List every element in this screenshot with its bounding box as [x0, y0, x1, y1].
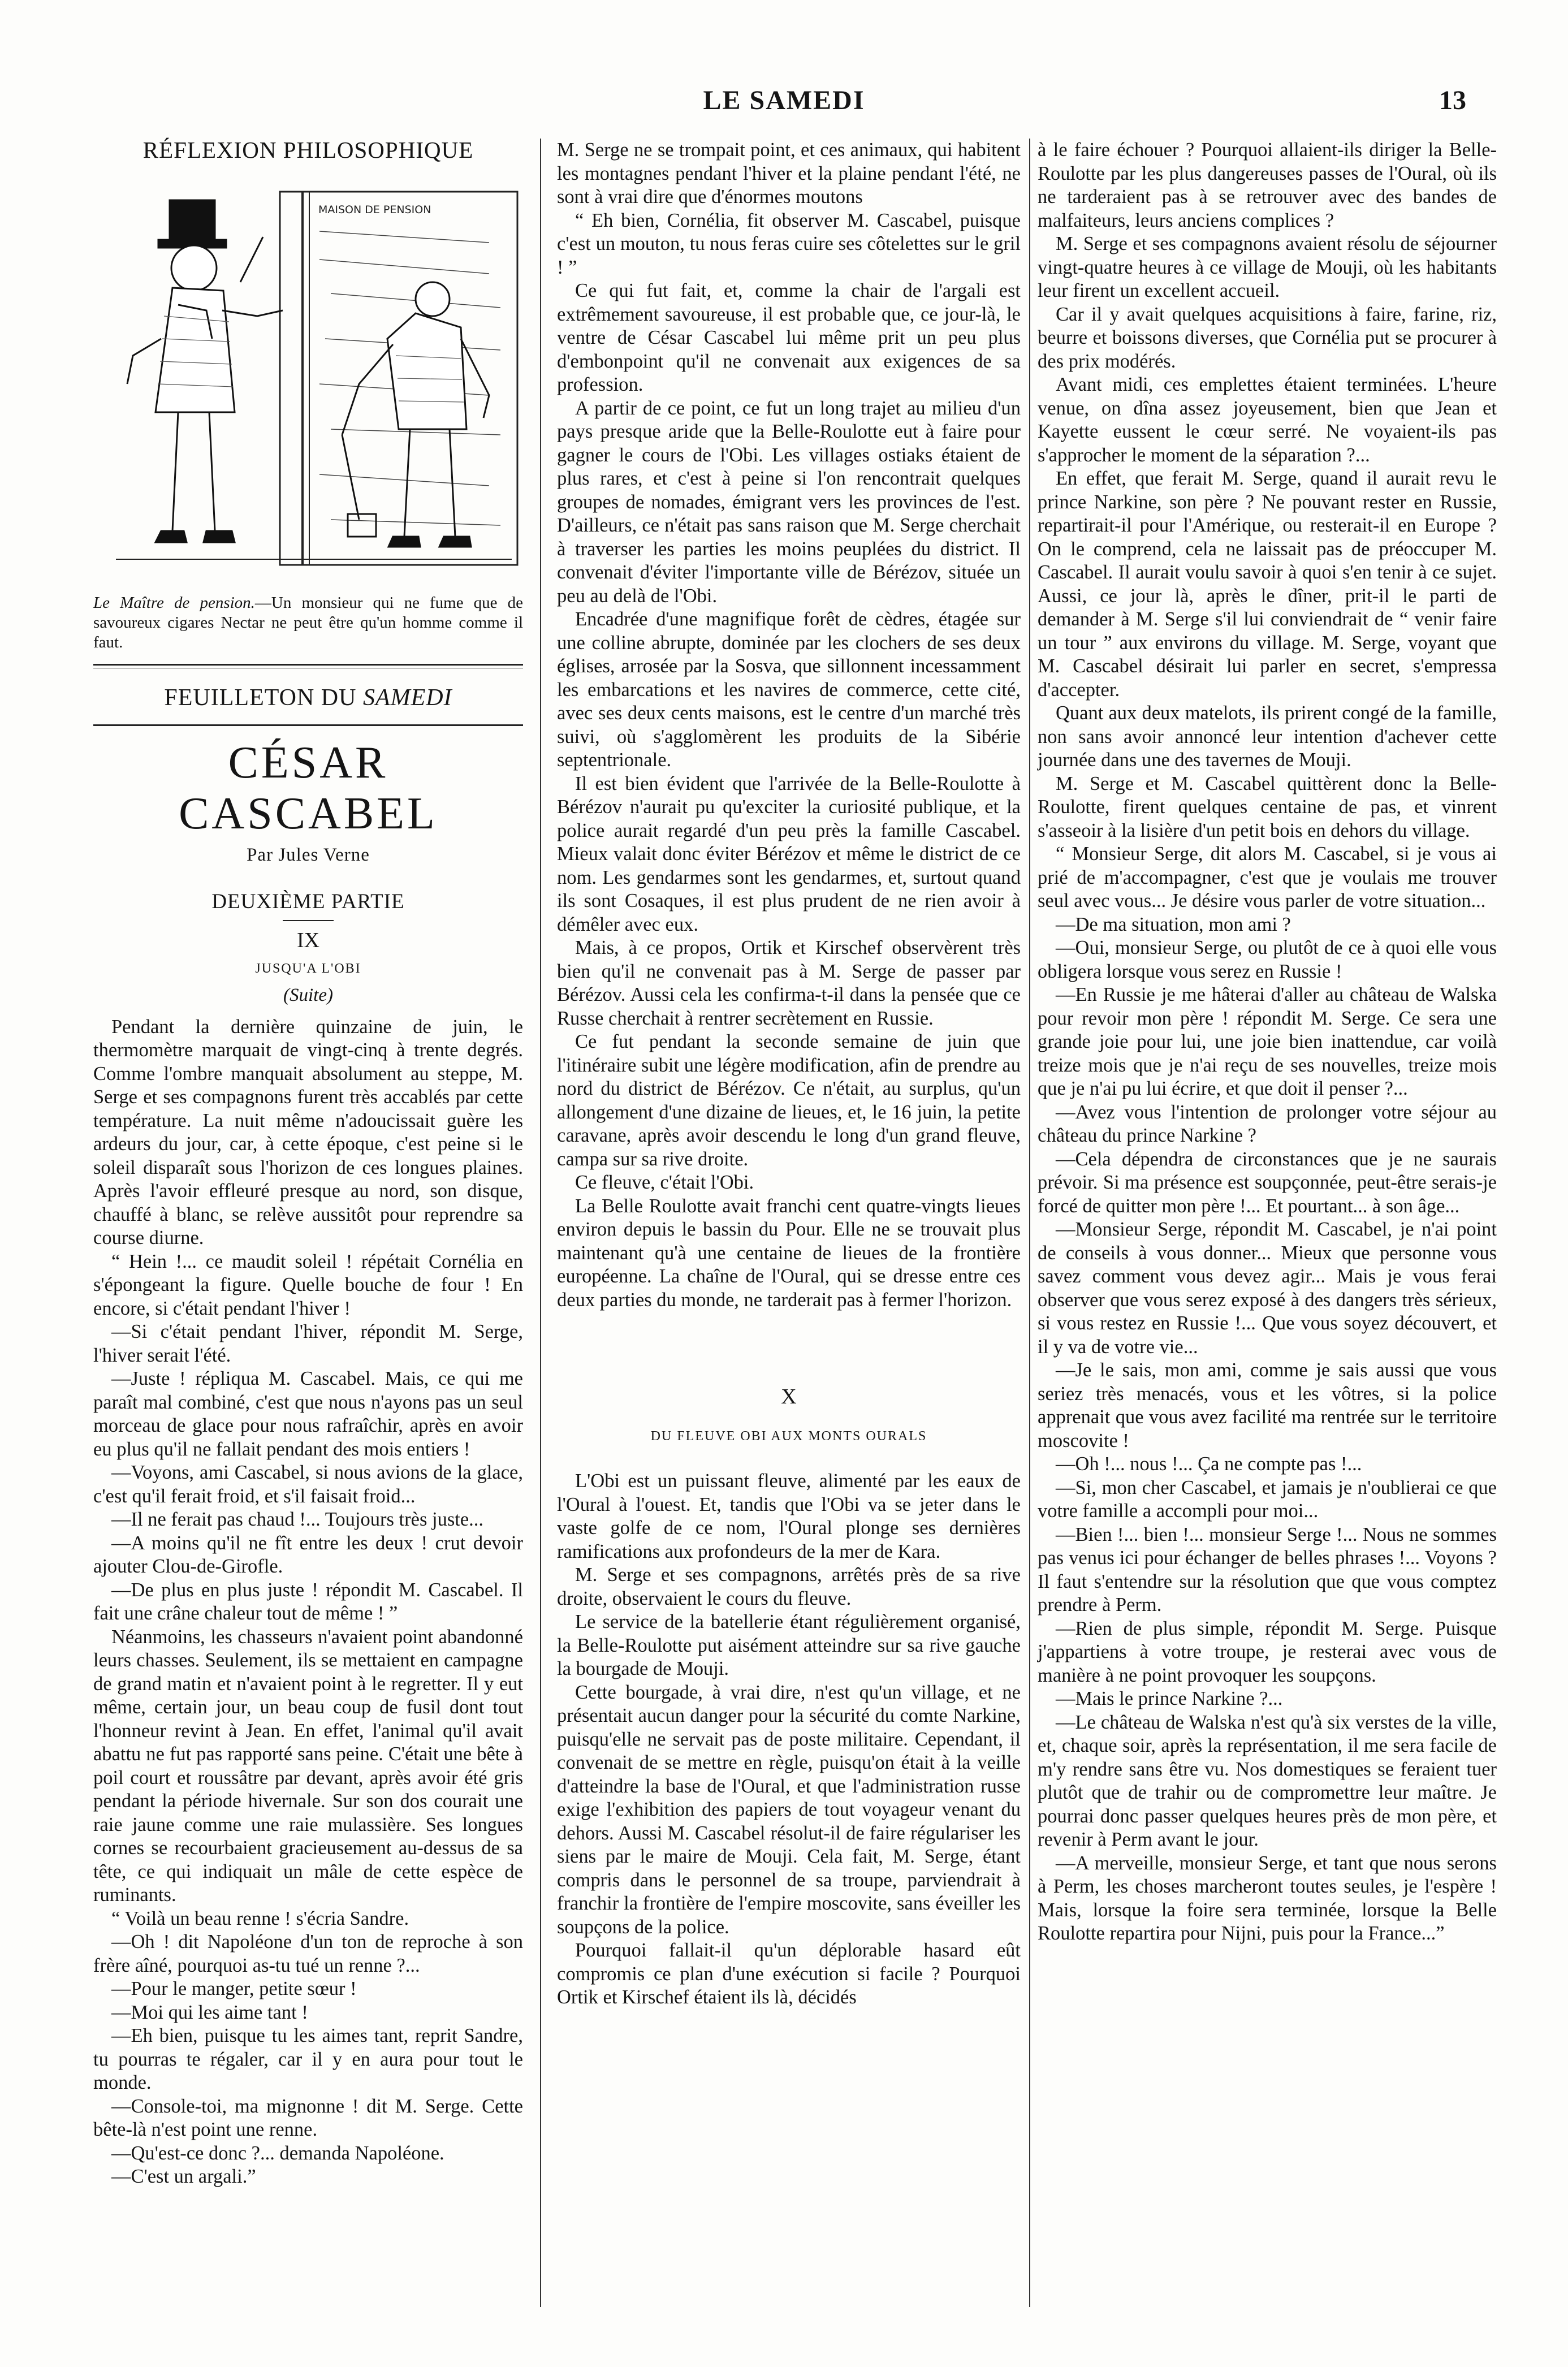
paragraph: —Rien de plus simple, répondit M. Serge. Puisque j'appartiens à votre troupe, je resterai avec vous de manière à ne point provoquer les soupçons. [1038, 1617, 1497, 1686]
paragraph: —C'est un argali.” [111, 2166, 256, 2187]
paragraph: M. Serge ne se trompait point, et ces animaux, qui habitent les montagnes pendant l'hiver et la plaine pendant l'été, ne sont à vrai dire que d'énormes moutons [557, 139, 1021, 208]
newspaper-title: LE SAMEDI [703, 85, 865, 115]
paragraph: Car il y avait quelques acquisitions à faire, farine, riz, beurre et boissons diverses, que Cornélia put se procurer à des prix modérés. [1038, 303, 1497, 372]
paragraph: —Cela dépendra de circonstances que je ne saurais prévoir. Si ma présence est soupçonnée, peut-être serais-je forcé de quitter mon père !... Et pourtant... à son âge... [1038, 1148, 1497, 1217]
column-rule [540, 139, 541, 2307]
paragraph: Quant aux deux matelots, ils prirent congé de la famille, non sans avoir annoncé leur intention d'achever cette journée dans une des tavernes de Mouji. [1038, 702, 1497, 771]
chapter-title: DU FLEUVE OBI AUX MONTS OURALS [650, 1428, 927, 1444]
paragraph: —Si c'était pendant l'hiver, répondit M. Serge, l'hiver serait l'été. [93, 1321, 523, 1366]
paragraph: “ Voilà un beau renne ! s'écria Sandre. [111, 1907, 409, 1929]
paragraph: Mais, à ce propos, Ortik et Kirschef observèrent très bien qu'il ne convenait pas à M. Serge de passer par Bérézov. Aussi cela les confirma-t-il dans la pensée que ce Russe cherchait à rentrer secrètement en Russie. [557, 937, 1021, 1029]
paragraph: —Je le sais, mon ami, comme je sais aussi que vous seriez très menacés, vous et les vôtres, si la police apprenait que vous avez facilité ma rentrée sur le territoire moscovite ! [1038, 1359, 1497, 1452]
column-1-text [93, 1016, 523, 2189]
paragraph: —Il ne ferait pas chaud !... Toujours très juste... [111, 1509, 484, 1530]
page-header [102, 85, 1466, 119]
paragraph: M. Serge et ses compagnons, arrêtés près de sa rive droite, observaient le cours du fleuve. [557, 1564, 1021, 1609]
paragraph: A partir de ce point, ce fut un long trajet au milieu d'un pays presque aride que la Belle-Roulotte eut à faire pour gagner le cours de l'Obi. Les villages ostiaks étaient de plus rares, et c'est à peine si l'on rencontrait quelques groupes de nomades, émigrant vers les provinces de l'est. D'ailleurs, ce n'était pas sans raison que M. Serge cherchait à traverser les parties les moins peuplées du district. Il convenait d'éviter l'importante ville de Bérézov, située un peu au delà de l'Obi. [557, 397, 1021, 607]
novel-title: CÉSAR CASCABEL [179, 738, 438, 839]
column-rule [1029, 139, 1030, 2307]
paragraph: —Mais le prince Narkine ?... [1056, 1688, 1283, 1709]
paragraph: —De plus en plus juste ! répondit M. Cascabel. Il fait une crâne chaleur tout de même ! ” [93, 1579, 523, 1624]
chapter-number: X [781, 1385, 797, 1409]
paragraph: —A moins qu'il ne fît entre les deux ! crut devoir ajouter Clou-de-Girofle. [93, 1532, 523, 1577]
paragraph: —Oh ! dit Napoléone d'un ton de reproche à son frère aîné, pourquoi as-tu tué un renne ?... [93, 1931, 523, 1976]
illustration-title: RÉFLEXION PHILOSOPHIQUE [142, 137, 474, 163]
divider [283, 920, 334, 921]
paragraph: M. Serge et ses compagnons avaient résolu de séjourner vingt-quatre heures à ce village de Mouji, où les habitants leur firent un excellent accueil. [1038, 233, 1497, 301]
paragraph: —Moi qui les aime tant ! [111, 2001, 308, 2023]
paragraph: —Qu'est-ce donc ?... demanda Napoléone. [111, 2142, 444, 2164]
continued-label: (Suite) [283, 985, 333, 1005]
page-number: 13 [1439, 85, 1466, 115]
paragraph: Ce fleuve, c'était l'Obi. [575, 1172, 754, 1193]
paragraph: Il est bien évident que l'arrivée de la Belle-Roulotte à Bérézov n'aurait pu qu'exciter la curiosité publique, et la police aurait regardé d'un peu près la famille Cascabel. Mieux valait donc éviter Bérézov et même le district de ce nom. Les gendarmes sont les gendarmes, et, surtout quand ils sont Cosaques, il est plus prudent de ne rien avoir à démêler avec eux. [557, 772, 1021, 935]
paragraph: —Pour le manger, petite sœur ! [111, 1978, 357, 1999]
illustration-caption [93, 593, 523, 653]
paragraph: —Voyons, ami Cascabel, si nous avions de la glace, c'est qu'il ferait froid, et s'il faisait froid... [93, 1462, 523, 1507]
caption-text: —Un monsieur qui ne fume que de savoureux cigares Nectar ne peut être qu'un homme comme il faut. [93, 593, 523, 651]
feuilleton-heading [93, 686, 523, 710]
paragraph: —Console-toi, ma mignonne ! dit M. Serge. Cette bête-là n'est point une renne. [93, 2095, 523, 2140]
column-2 [557, 139, 1021, 2010]
paragraph: —En Russie je me hâterai d'aller au château de Walska pour revoir mon père ! répondit M. Serge. Ce sera une grande joie pour lui, une joie bien inattendue, car voilà treize mois que je n'ai reçu de ses nouvelles, treize mois que je n'ai pu lui écrire, et que doit il penser ?... [1038, 984, 1497, 1099]
paragraph: Néanmoins, les chasseurs n'avaient point abandonné leurs chasses. Seulement, ils se mettaient en campagne de grand matin et n'avaient point à le regretter. Il y eut même, certain jour, un beau coup de fusil dont tout l'honneur revint à Jean. En effet, l'animal qu'il avait abattu ne fut pas rapporté sans peine. C'était une bête à poil court et roussâtre par devant, après avoir été gris pendant la période hivernale. Sur son dos courait une raie jaune comme une raie mulassière. Ses longues cornes se recourbaient gracieusement au-dessus de sa tête, ce qui indiquait un mâle de cette espèce de ruminants. [93, 1626, 523, 1906]
paragraph: —Bien !... bien !... monsieur Serge !... Nous ne sommes pas venus ici pour échanger de belles phrases !... Voyons ? Il faut s'entendre sur la résolution que que vous comptez prendre à Perm. [1038, 1523, 1497, 1616]
cartoon-illustration [93, 169, 523, 588]
paragraph: —Eh bien, puisque tu les aimes tant, reprit Sandre, tu pourras te régaler, car il y en aura pour tout le monde. [93, 2025, 523, 2093]
part-heading: DEUXIÈME PARTIE [211, 889, 405, 913]
paragraph: Pourquoi fallait-il qu'un déplorable hasard eût compromis ce plan d'une exécution si facile ? Pourquoi Ortik et Kirschef étaient ils là, décidés [557, 1940, 1021, 2008]
paragraph: —Si, mon cher Cascabel, et jamais je n'oublierai ce que votre famille a accompli pour moi... [1038, 1476, 1497, 1522]
paragraph: —A merveille, monsieur Serge, et tant que nous serons à Perm, les choses marcheront toutes seules, je l'espère ! Mais, lorsque la foire sera terminée, lorsque la Belle Roulotte repartira pour Nijni, puis pour la France...” [1038, 1852, 1497, 1944]
paragraph: —Juste ! répliqua M. Cascabel. Mais, ce qui me paraît mal combiné, c'est que nous n'ayons pas un seul morceau de glace pour nous rafraîchir, après en avoir eu plus qu'il ne fallait pendant des mois entiers ! [93, 1368, 523, 1460]
caption-lead: Le Maître de pension. [93, 593, 255, 612]
chapter-number: IX [296, 928, 320, 952]
paragraph: L'Obi est un puissant fleuve, alimenté par les eaux de l'Oural à l'ouest. Et, tandis que l'Obi va se jeter dans le vaste golfe de ce nom, l'Oural plonge ses dernières ramifications aux profondeurs de la mer de Kara. [557, 1470, 1021, 1562]
feuilleton-label-em: SAMEDI [362, 684, 452, 711]
paragraph: —De ma situation, mon ami ? [1056, 913, 1291, 935]
paragraph: —Oh !... nous !... Ça ne compte pas !... [1056, 1453, 1362, 1475]
paragraph: Cette bourgade, à vrai dire, n'est qu'un village, et ne présentait aucun danger pour la sécurité du comte Narkine, puisqu'elle ne servait pas de poste militaire. Cependant, il convenait de se mettre en règle, puisqu'on était à la veille d'atteindre la base de l'Oural, et que l'administration russe exige l'exhibition des papiers de tout voyageur venant du dehors. Aussi M. Cascabel résolut-il de faire régulariser les siens par le maire de Mouji. Cela fait, M. Serge, étant compris dans le personnel de sa troupe, parviendrait à franchir la frontière de l'empire moscovite, sans éveiller les soupçons de la police. [557, 1681, 1021, 1938]
paragraph: M. Serge et M. Cascabel quittèrent donc la Belle-Roulotte, firent quelques centaine de pas, et vinrent s'asseoir à la lisière d'un petit bois en dehors du village. [1038, 772, 1497, 841]
paragraph: Le service de la batellerie étant régulièrement organisé, la Belle-Roulotte put aisément atteindre sur sa rive gauche la bourgade de Mouji. [557, 1611, 1021, 1679]
paragraph: Avant midi, ces emplettes étaient terminées. L'heure venue, on dîna assez joyeusement, bien que Jean et Kayette eussent le cœur serré. Ne voyaient-ils pas s'approcher le moment de la séparation ?... [1038, 374, 1497, 466]
paragraph: Encadrée d'une magnifique forêt de cèdres, étagée sur une colline abrupte, dominée par les clochers de ses deux églises, arrosée par la Sosva, que sillonnent incessamment les embarcations et les navires de commerce, cette cité, avec ses deux cents maisons, est le centre d'un marché très suivi, où s'agglomèrent les produits de la Sibérie septentrionale. [557, 608, 1021, 771]
paragraph: La Belle Roulotte avait franchi cent quatre-vingts lieues environ depuis le bassin du Pour. Elle ne se trouvait plus maintenant qu'à une centaine de lieues de la frontière européenne. La chaîne de l'Oural, qui se dresse entre ces deux parties du monde, ne tarderait pas à fermer l'horizon. [557, 1195, 1021, 1311]
paragraph: En effet, que ferait M. Serge, quand il aurait revu le prince Narkine, son père ? Ne pouvant rester en Russie, repartirait-il pour l'Amérique, ou resterait-il en Europe ? On le comprend, cela ne laissait pas de préoccuper M. Cascabel. Il aurait voulu savoir à quoi s'en tenir à ce sujet. Aussi, ce jour là, après le dîner, prit-il le parti de demander à M. Serge s'il lui conviendrait de “ venir faire un tour ” aux environs du village. M. Serge, voyant que M. Cascabel désirait lui parler en secret, s'empressa d'accepter. [1038, 468, 1497, 701]
column-3 [1038, 139, 1497, 1946]
shop-sign: MAISON DE PENSION [318, 203, 431, 216]
paragraph: —Avez vous l'intention de prolonger votre séjour au château du prince Narkine ? [1038, 1101, 1497, 1146]
author-line: Par Jules Verne [247, 845, 370, 865]
feuilleton-label: FEUILLETON DU [164, 684, 357, 711]
paragraph: “ Eh bien, Cornélia, fit observer M. Cascabel, puisque c'est un mouton, tu nous feras cuire ses côtelettes sur le gril ! ” [557, 209, 1021, 278]
paragraph: Pendant la dernière quinzaine de juin, le thermomètre marquait de vingt-cinq à trente degrés. Comme l'ombre manquait absolument au steppe, M. Serge et ses compagnons furent très accablés par cette température. La nuit même n'adoucissait guère les ardeurs du jour, car, à cette époque, c'est peine si le soleil disparaît sous l'horizon de ces longues plaines. Après l'avoir effleuré presque au nord, son disque, chauffé à blanc, se relève aussitôt pour reprendre sa course diurne. [93, 1016, 523, 1249]
paragraph: “ Hein !... ce maudit soleil ! répétait Cornélia en s'épongeant la figure. Quelle bouche de four ! En encore, si c'était pendant l'hiver ! [93, 1250, 523, 1319]
chapter-title: JUSQU'A L'OBI [255, 961, 361, 976]
paragraph: Ce fut pendant la seconde semaine de juin que l'itinéraire subit une légère modification, afin de prendre au nord du district de Bérézov. Ce n'était, au surplus, qu'un allongement d'une dizaine de lieues, et, le 16 juin, la petite caravane, après avoir descendu le long d'un grand fleuve, campa sur sa rive droite. [557, 1031, 1021, 1170]
paragraph: “ Monsieur Serge, dit alors M. Cascabel, si je vous ai prié de m'accompagner, c'est que je voulais me trouver seul avec vous... Je désire vous parler de votre situation... [1038, 843, 1497, 912]
divider [93, 664, 523, 666]
paragraph: —Le château de Walska n'est qu'à six verstes de la ville, et, chaque soir, après la représentation, il me sera facile de m'y rendre sans être vu. Nos domestiques se feraient tuer plutôt que de trahir ou de compromettre leur maître. Je pourrai donc passer quelques heures près de mon père, et revenir à Perm avant le jour. [1038, 1711, 1497, 1850]
column-1 [93, 139, 523, 2189]
paragraph: Ce qui fut fait, et, comme la chair de l'argali est extrêmement savoureuse, il est probable que, ce jour-là, le ventre de César Cascabel lui même prit un peu plus d'embonpoint qu'il ne convenait aux exigences de sa profession. [557, 280, 1021, 395]
divider [93, 724, 523, 726]
paragraph: à le faire échouer ? Pourquoi allaient-ils diriger la Belle-Roulotte par les plus dangereuses passes de l'Oural, où ils ne tarderaient pas à se retrouver avec des bandes de malfaiteurs, leurs anciens complices ? [1038, 139, 1497, 231]
paragraph: —Oui, monsieur Serge, ou plutôt de ce à quoi elle vous obligera lorsque vous serez en Russie ! [1038, 937, 1497, 982]
paragraph: —Monsieur Serge, répondit M. Cascabel, je n'ai point de conseils à vous donner... Mieux que personne vous savez comment vous devez agir... Mais je vous ferai observer que vous serez exposé à des dangers très sérieux, si vous restez en Russie !... Que vous soyez découvert, et il y va de votre vie... [1038, 1219, 1497, 1358]
